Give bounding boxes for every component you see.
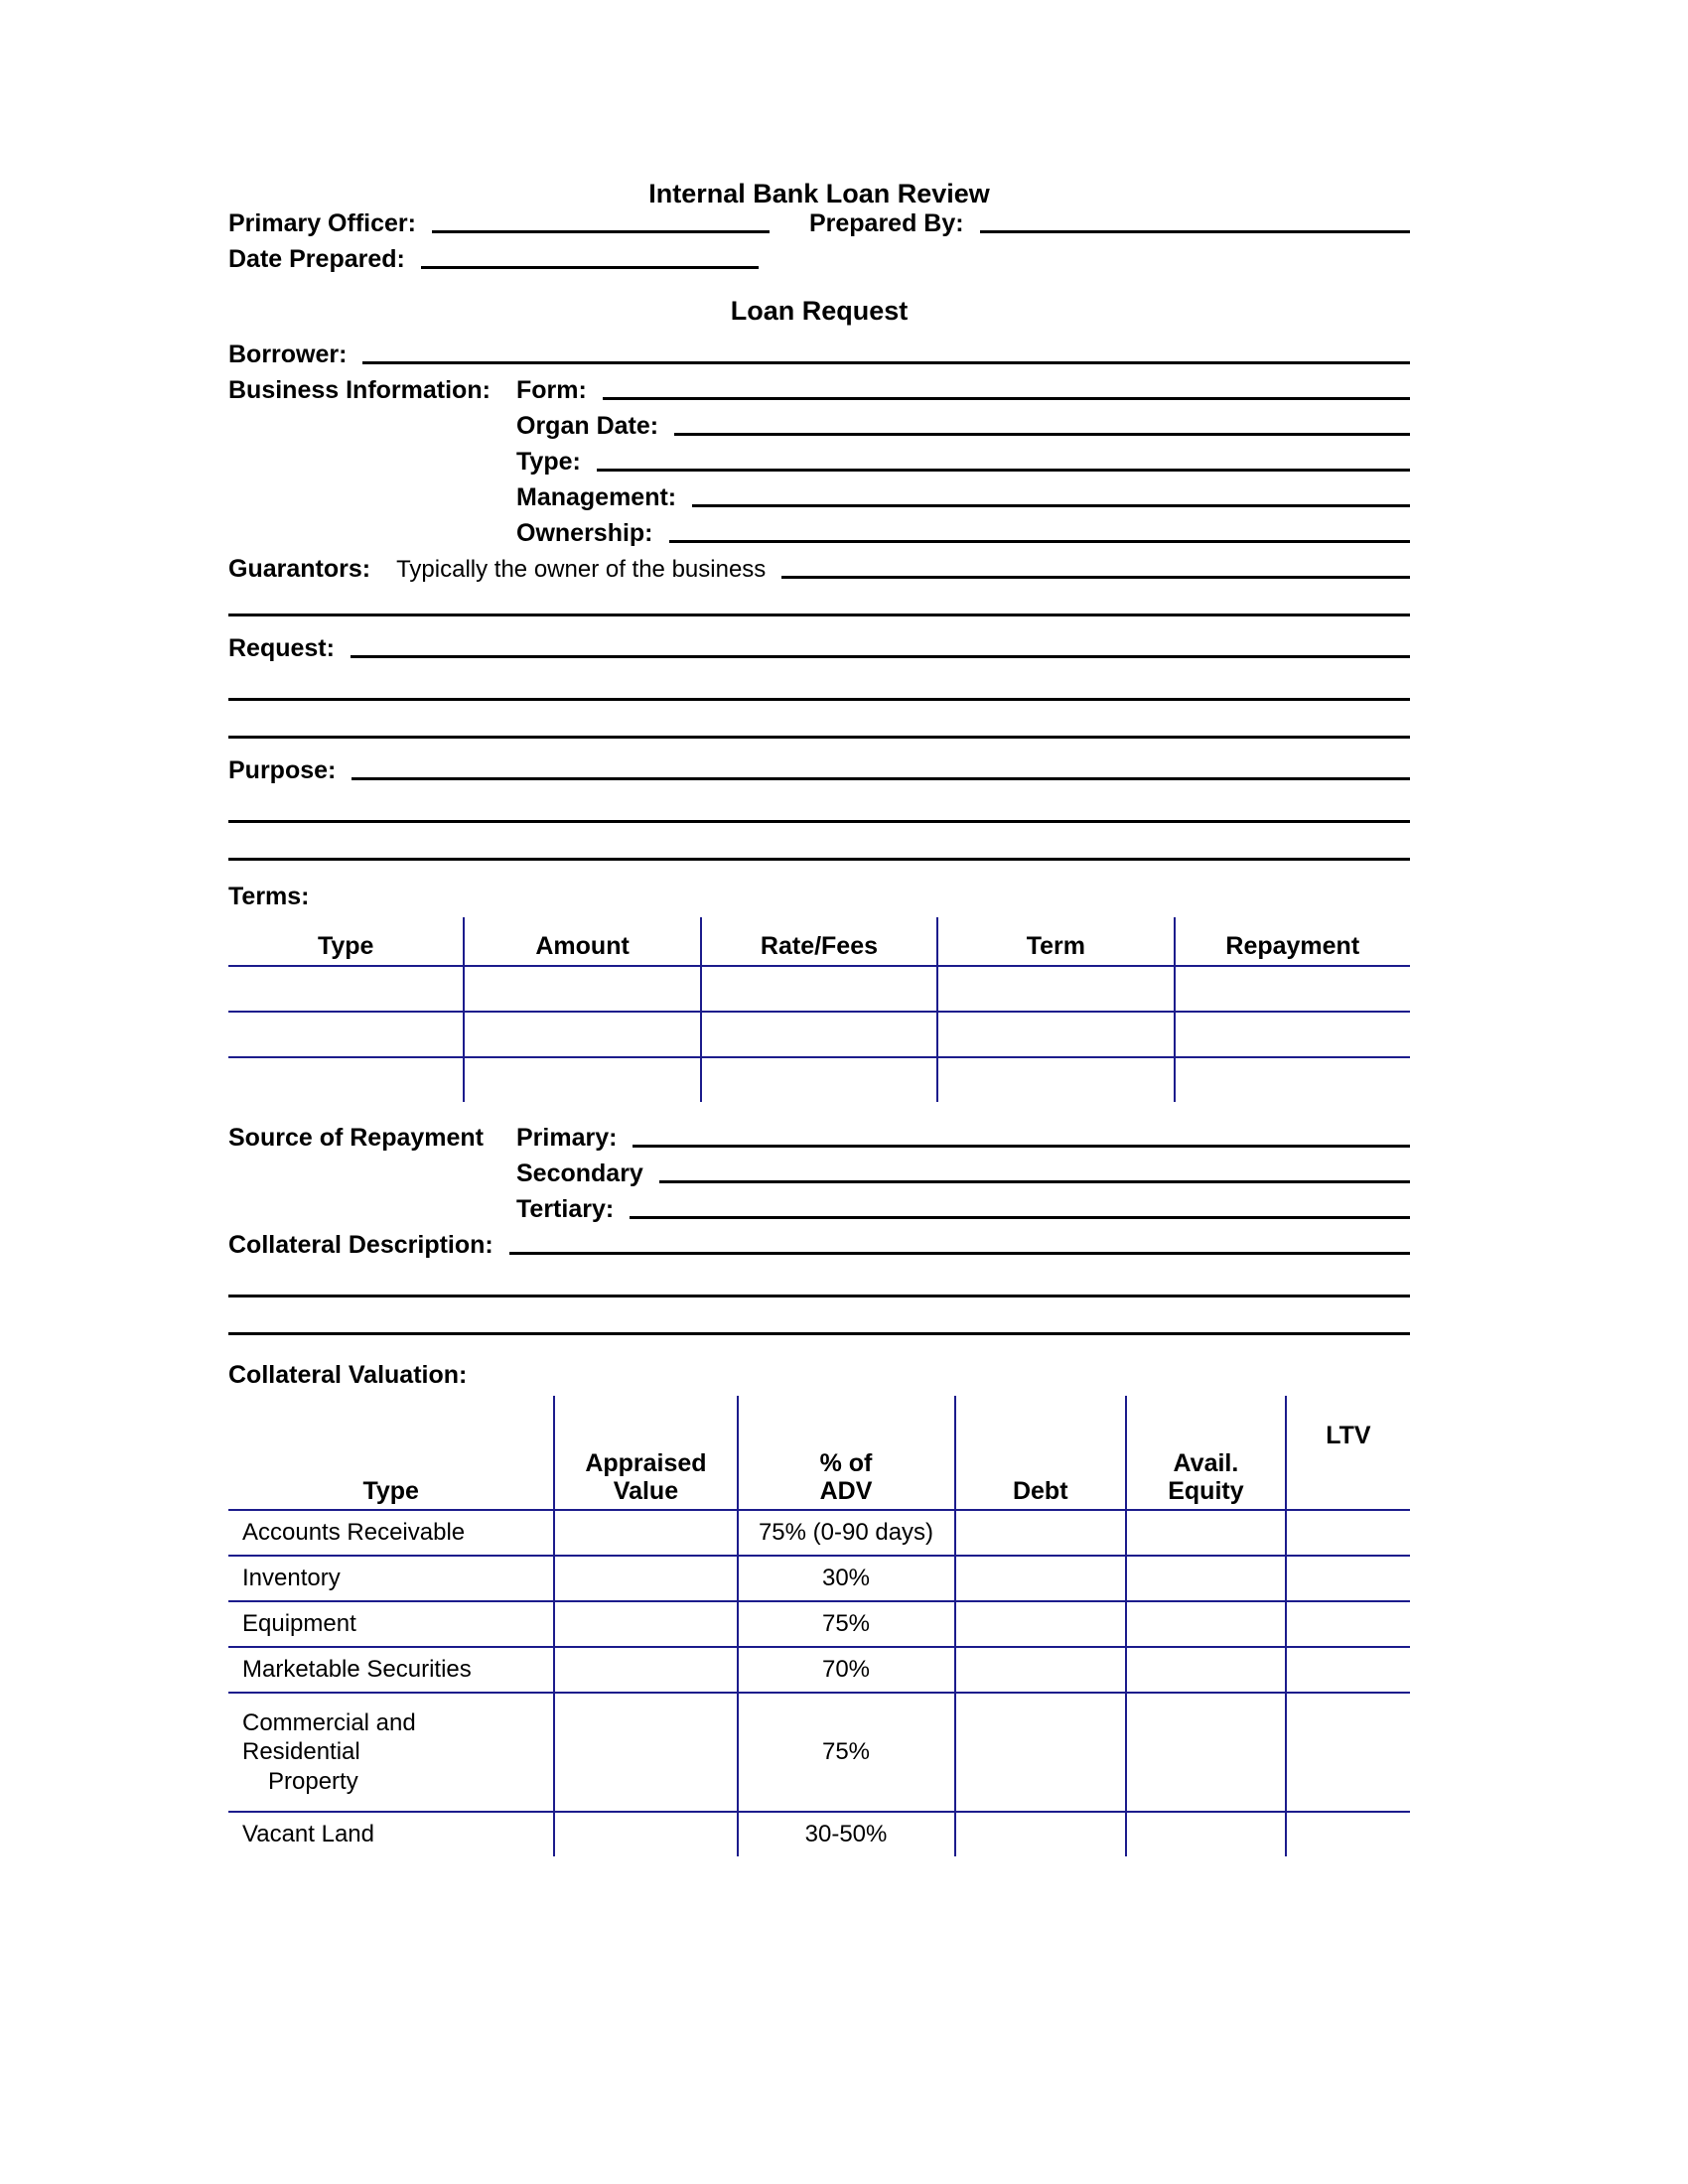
business-row-ownership: [228, 519, 1410, 548]
terms-cell-rate-fees[interactable]: [701, 1057, 937, 1102]
terms-cell-repayment[interactable]: [1175, 1057, 1410, 1102]
coll-cell-appraised-value[interactable]: [554, 1693, 737, 1812]
coll-cell-debt[interactable]: [955, 1693, 1127, 1812]
coll-cell-debt[interactable]: [955, 1556, 1127, 1601]
request-input[interactable]: [351, 655, 1410, 658]
source-of-repayment-row-primary: [228, 1124, 1410, 1153]
collateral-header-row: [228, 1396, 1410, 1510]
source-of-repayment-row-secondary: [228, 1160, 1410, 1188]
terms-cell-type[interactable]: [228, 966, 464, 1012]
coll-cell-debt[interactable]: [955, 1812, 1127, 1856]
coll-col-avail-equity-line2: Equity: [1168, 1477, 1244, 1505]
terms-cell-term[interactable]: [937, 1012, 1174, 1057]
business-field-input-organ-date[interactable]: [674, 433, 1410, 436]
terms-col-repayment: Repayment: [1175, 917, 1410, 966]
business-row-organ-date: [228, 412, 1410, 441]
purpose-row: [228, 756, 1410, 785]
terms-col-amount: Amount: [464, 917, 700, 966]
request-row: [228, 634, 1410, 663]
coll-cell-ltv[interactable]: [1286, 1647, 1410, 1693]
source-secondary-label: Secondary: [516, 1160, 643, 1187]
coll-cell-appraised-value[interactable]: [554, 1812, 737, 1856]
business-information-row: [228, 376, 1410, 405]
header-row-date: [228, 245, 1410, 274]
terms-cell-rate-fees[interactable]: [701, 966, 937, 1012]
coll-cell-type-line2: Residential: [242, 1738, 360, 1766]
coll-cell-pct-adv: 30%: [738, 1556, 955, 1601]
borrower-input[interactable]: [362, 361, 1410, 364]
coll-cell-type: Vacant Land: [228, 1812, 554, 1856]
guarantors-row: [228, 555, 1410, 584]
source-primary-label: Primary:: [516, 1124, 618, 1152]
terms-cell-rate-fees[interactable]: [701, 1012, 937, 1057]
coll-cell-avail-equity[interactable]: [1126, 1601, 1286, 1647]
purpose-continuation-rule-1[interactable]: [228, 820, 1410, 823]
coll-cell-pct-adv: 75% (0-90 days): [738, 1510, 955, 1556]
prepared-by-label: Prepared By:: [808, 209, 964, 237]
business-field-input-type[interactable]: [597, 469, 1410, 472]
table-row: [228, 966, 1410, 1012]
request-continuation-rule-1[interactable]: [228, 698, 1410, 701]
purpose-label: Purpose:: [228, 756, 337, 784]
terms-cell-term[interactable]: [937, 966, 1174, 1012]
prepared-by-input[interactable]: [980, 230, 1410, 233]
terms-label: Terms:: [228, 883, 310, 910]
coll-cell-avail-equity[interactable]: [1126, 1812, 1286, 1856]
coll-cell-type: [228, 1693, 554, 1812]
business-field-input-management[interactable]: [692, 504, 1410, 507]
collateral-valuation-table: [228, 1396, 1410, 1856]
borrower-row: [228, 341, 1410, 369]
coll-cell-type: Inventory: [228, 1556, 554, 1601]
table-row: [228, 1012, 1410, 1057]
terms-cell-amount[interactable]: [464, 966, 700, 1012]
coll-cell-pct-adv: 75%: [738, 1601, 955, 1647]
coll-col-ltv: LTV: [1286, 1396, 1410, 1510]
borrower-label: Borrower:: [228, 341, 348, 368]
coll-cell-appraised-value[interactable]: [554, 1556, 737, 1601]
business-field-input-form[interactable]: [603, 397, 1410, 400]
coll-cell-type-line1: Commercial and: [242, 1709, 416, 1737]
table-row: [228, 1601, 1410, 1647]
table-row: [228, 1693, 1410, 1812]
coll-cell-ltv[interactable]: [1286, 1601, 1410, 1647]
business-field-label-ownership: Ownership:: [516, 519, 653, 547]
coll-col-avail-equity: [1126, 1396, 1286, 1510]
source-tertiary-input[interactable]: [630, 1216, 1410, 1219]
coll-cell-pct-adv: 70%: [738, 1647, 955, 1693]
business-row-management: [228, 483, 1410, 512]
form-sheet: [228, 179, 1410, 1856]
purpose-input[interactable]: [352, 777, 1410, 780]
coll-cell-avail-equity[interactable]: [1126, 1647, 1286, 1693]
coll-cell-appraised-value[interactable]: [554, 1601, 737, 1647]
coll-cell-avail-equity[interactable]: [1126, 1693, 1286, 1812]
collateral-description-rule-1[interactable]: [228, 1295, 1410, 1297]
terms-cell-type[interactable]: [228, 1012, 464, 1057]
terms-cell-type[interactable]: [228, 1057, 464, 1102]
coll-cell-ltv[interactable]: [1286, 1556, 1410, 1601]
guarantors-note: Typically the owner of the business: [396, 556, 767, 583]
coll-cell-type-line3: Property: [268, 1767, 358, 1795]
coll-col-appraised-value-line2: Value: [613, 1477, 679, 1505]
date-prepared-label: Date Prepared:: [228, 245, 405, 273]
coll-cell-avail-equity[interactable]: [1126, 1556, 1286, 1601]
business-field-label-type: Type:: [516, 448, 581, 476]
coll-col-avail-equity-line1: Avail.: [1173, 1449, 1239, 1477]
terms-cell-repayment[interactable]: [1175, 966, 1410, 1012]
coll-cell-avail-equity[interactable]: [1126, 1510, 1286, 1556]
source-of-repayment-label: Source of Repayment: [228, 1124, 485, 1152]
source-secondary-input[interactable]: [659, 1180, 1410, 1183]
coll-col-appraised-value-line1: Appraised: [585, 1449, 707, 1477]
table-row: [228, 1057, 1410, 1102]
coll-col-debt: Debt: [955, 1396, 1127, 1510]
date-prepared-input[interactable]: [421, 266, 759, 269]
coll-cell-ltv[interactable]: [1286, 1693, 1410, 1812]
guarantors-input[interactable]: [781, 576, 1410, 579]
business-field-label-organ-date: Organ Date:: [516, 412, 659, 440]
coll-cell-type-multiline: [242, 1709, 543, 1796]
terms-header-row: [228, 917, 1410, 966]
collateral-description-input[interactable]: [509, 1252, 1410, 1255]
coll-cell-ltv[interactable]: [1286, 1510, 1410, 1556]
request-continuation-rule-2[interactable]: [228, 736, 1410, 739]
terms-cell-amount[interactable]: [464, 1057, 700, 1102]
terms-table: [228, 917, 1410, 1102]
terms-cell-term[interactable]: [937, 1057, 1174, 1102]
page-title: Internal Bank Loan Review: [648, 179, 990, 208]
coll-col-pct-adv-line1: % of: [819, 1449, 873, 1477]
primary-officer-label: Primary Officer:: [228, 209, 416, 237]
terms-col-rate-fees: Rate/Fees: [701, 917, 937, 966]
coll-cell-debt[interactable]: [955, 1601, 1127, 1647]
terms-cell-repayment[interactable]: [1175, 1012, 1410, 1057]
business-field-label-management: Management:: [516, 483, 677, 511]
coll-cell-pct-adv: 75%: [738, 1693, 955, 1812]
coll-col-type: Type: [228, 1396, 554, 1510]
coll-cell-appraised-value[interactable]: [554, 1647, 737, 1693]
table-row: [228, 1812, 1410, 1856]
guarantors-continuation-rule[interactable]: [228, 614, 1410, 616]
coll-col-pct-adv: [738, 1396, 955, 1510]
coll-cell-debt[interactable]: [955, 1510, 1127, 1556]
table-row: [228, 1510, 1410, 1556]
terms-col-term: Term: [937, 917, 1174, 966]
coll-cell-ltv[interactable]: [1286, 1812, 1410, 1856]
source-tertiary-label: Tertiary:: [516, 1195, 615, 1223]
collateral-valuation-label: Collateral Valuation:: [228, 1361, 468, 1389]
business-field-label-form: Form:: [516, 376, 587, 404]
coll-col-pct-adv-line2: ADV: [819, 1477, 873, 1505]
header-row-officer: [228, 209, 1410, 238]
business-row-type: [228, 448, 1410, 477]
terms-col-type: Type: [228, 917, 464, 966]
business-field-input-ownership[interactable]: [669, 540, 1410, 543]
coll-cell-debt[interactable]: [955, 1647, 1127, 1693]
purpose-continuation-rule-2[interactable]: [228, 858, 1410, 861]
coll-cell-type: Accounts Receivable: [228, 1510, 554, 1556]
loan-request-heading: Loan Request: [730, 296, 909, 326]
business-information-label: Business Information:: [228, 376, 491, 404]
collateral-description-rule-2[interactable]: [228, 1332, 1410, 1335]
guarantors-label: Guarantors:: [228, 555, 371, 583]
source-primary-input[interactable]: [633, 1145, 1410, 1148]
primary-officer-input[interactable]: [432, 230, 770, 233]
table-row: [228, 1647, 1410, 1693]
table-row: [228, 1556, 1410, 1601]
terms-cell-amount[interactable]: [464, 1012, 700, 1057]
collateral-description-row: [228, 1231, 1410, 1260]
coll-cell-appraised-value[interactable]: [554, 1510, 737, 1556]
request-label: Request:: [228, 634, 335, 662]
coll-cell-type: Marketable Securities: [228, 1647, 554, 1693]
coll-col-appraised-value: [554, 1396, 737, 1510]
coll-cell-pct-adv: 30-50%: [738, 1812, 955, 1856]
coll-cell-type: Equipment: [228, 1601, 554, 1647]
source-of-repayment-row-tertiary: [228, 1195, 1410, 1224]
collateral-description-label: Collateral Description:: [228, 1231, 493, 1259]
